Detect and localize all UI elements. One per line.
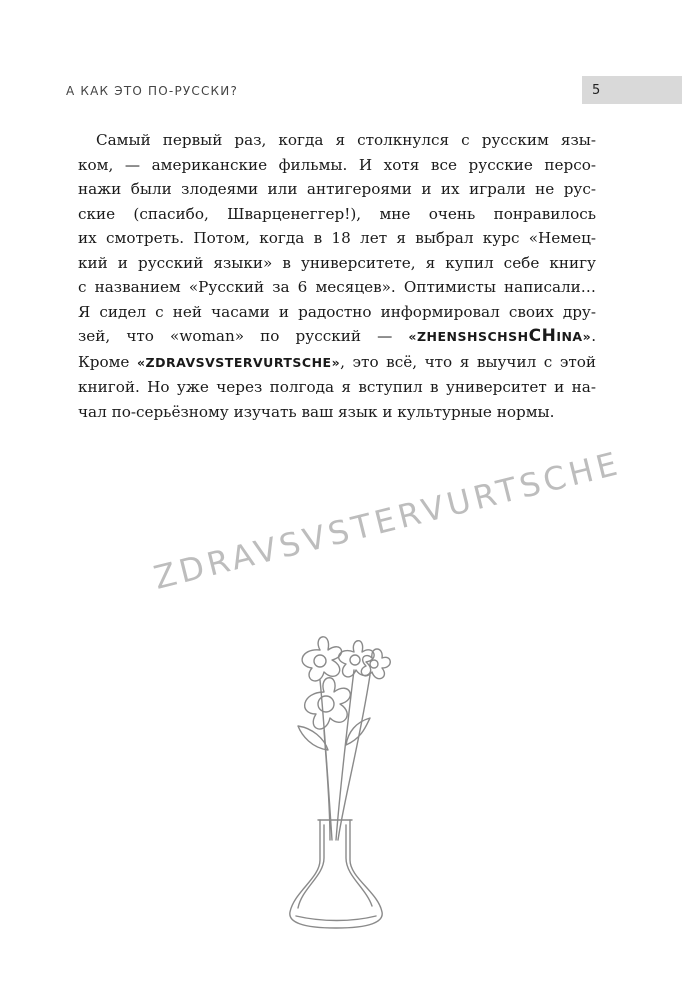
hand-part: «ZHENSHSCHSH bbox=[408, 329, 529, 344]
running-title: А КАК ЭТО ПО-РУССКИ? bbox=[66, 84, 239, 98]
text-line: Я сидел с ней часами и радостно информировал своих дру- bbox=[78, 302, 596, 321]
text-line: книгой. Но уже через полгода я вступил в университет и на- bbox=[78, 378, 596, 396]
line-text: зей, что «woman» по русский — bbox=[78, 327, 393, 345]
hand-part: INA» bbox=[556, 329, 592, 344]
handwritten-word bbox=[408, 326, 592, 346]
handwritten-banner: ZDRAVSVSTERVURTSCHE bbox=[150, 443, 625, 597]
page-number: 5 bbox=[592, 83, 601, 98]
hand-part-large: CH bbox=[528, 326, 557, 346]
text-line: Самый первый раз, когда я столкнулся с русским язы- bbox=[96, 131, 596, 149]
body-paragraph bbox=[78, 128, 596, 424]
handwritten-word: «ZDRAVSVSTERVURTSCHE» bbox=[136, 354, 341, 370]
text-line: ком, — американские фильмы. И хотя все русские персо- bbox=[78, 155, 596, 174]
line-text: Кроме bbox=[78, 352, 130, 371]
text-line: нажи были злодеями или антигероями и их играли не рус- bbox=[78, 180, 596, 198]
text-line: зей, что «woman» по русский — «ZHENSHSCHSHCHINA». bbox=[78, 326, 597, 346]
text-line: с названием «Русский за 6 месяцев». Оптимисты написали… bbox=[78, 278, 596, 296]
flower-vase-illustration bbox=[262, 630, 422, 930]
line-text: , это всё, что я выучил с этой bbox=[340, 352, 597, 371]
text-line: их смотреть. Потом, когда в 18 лет я выбрал курс «Немец- bbox=[78, 229, 596, 247]
text-line: ские (спасибо, Шварценеггер!), мне очень понравилось bbox=[78, 204, 596, 223]
text-line bbox=[78, 350, 596, 376]
text-line: кий и русский языки» в университете, я купил себе книгу bbox=[78, 253, 596, 272]
text-line: чал по-серьёзному изучать ваш язык и культурные нормы. bbox=[78, 402, 555, 421]
